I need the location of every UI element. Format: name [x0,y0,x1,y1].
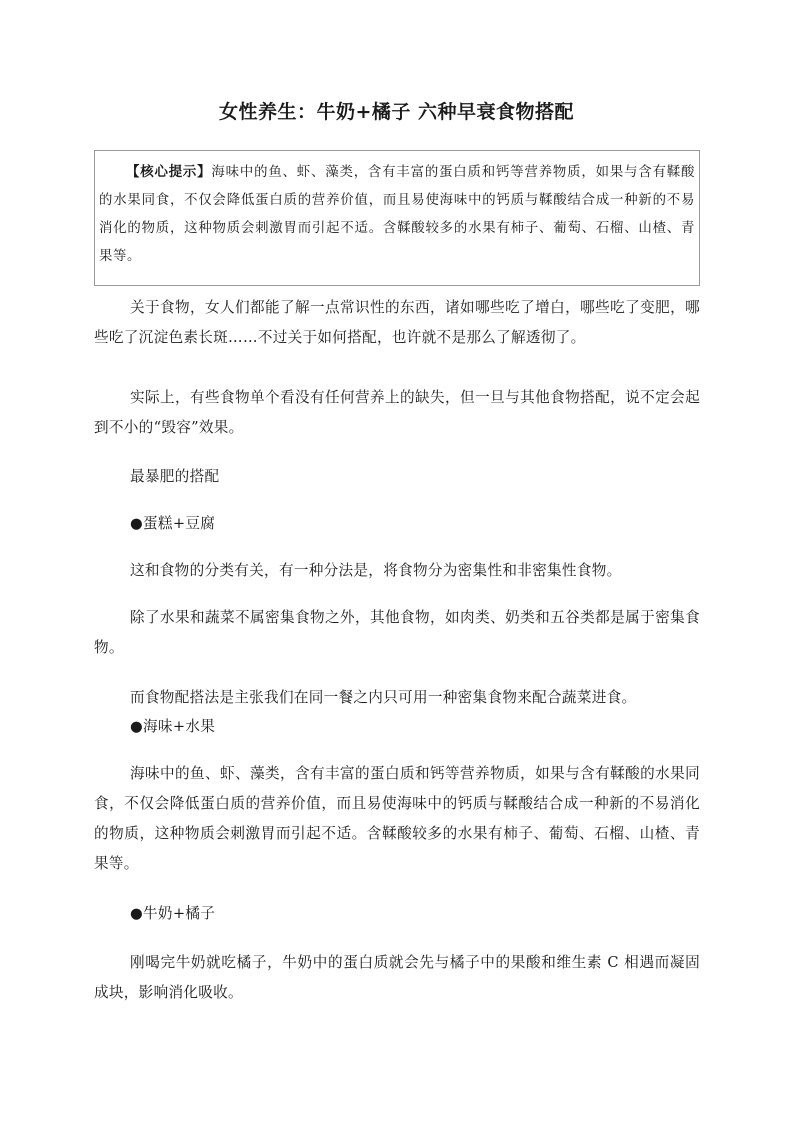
bullet-seafood-fruit: ●海味+水果 [130,718,216,735]
bullet-milk-orange: ●牛奶+橘子 [130,905,216,922]
intro-paragraph: 关于食物，女人们都能了解一点常识性的东西，诸如哪些吃了增白，哪些吃了变肥，哪些吃了沉淀色素长斑……不过关于如何搭配，也许就不是那么了解透彻了。 [94,299,700,346]
combination-rule-paragraph: 而食物配搭法是主张我们在同一餐之内只可用一种密集食物来配合蔬菜进食。 [130,689,637,706]
page-title: 女性养生：牛奶+橘子 六种早衰食物搭配 [218,101,575,123]
core-tip-text: 海味中的鱼、虾、藻类，含有丰富的蛋白质和钙等营养物质，如果与含有鞣酸的水果同食，不仅会降低蛋白质的营养价值，而且易使海味中的钙质与鞣酸结合成一种新的不易消化的物质，这种物质会刺激胃而引起不适。含鞣酸较多的水果有柿子、葡萄、石榴、山楂、青果等。 [99,165,695,264]
section-heading: 最暴肥的搭配 [130,468,220,485]
seafood-fruit-paragraph: 海味中的鱼、虾、藻类，含有丰富的蛋白质和钙等营养物质，如果与含有鞣酸的水果同食，不仅会降低蛋白质的营养价值，而且易使海味中的钙质与鞣酸结合成一种新的不易消化的物质，这种物质会刺激胃而引起不适。含鞣酸较多的水果有柿子、葡萄、石榴、山楂、青果等。 [94,765,700,872]
bullet-cake-tofu: ●蛋糕+豆腐 [130,515,216,532]
context-paragraph: 实际上，有些食物单个看没有任何营养上的缺失，但一旦与其他食物搭配，说不定会起到不小的“毁容”效果。 [94,389,700,436]
core-tip-label: 【核心提示】 [126,164,212,180]
food-classification-paragraph: 这和食物的分类有关，有一种分法是，将食物分为密集性和非密集性食物。 [130,562,622,579]
milk-orange-paragraph: 刚喝完牛奶就吃橘子，牛奶中的蛋白质就会先与橘子中的果酸和维生素 C 相遇而凝固成块，影响消化吸收。 [94,954,700,1001]
core-tip-box [94,150,700,286]
dense-food-paragraph: 除了水果和蔬菜不属密集食物之外，其他食物，如肉类、奶类和五谷类都是属于密集食物。 [94,609,700,656]
